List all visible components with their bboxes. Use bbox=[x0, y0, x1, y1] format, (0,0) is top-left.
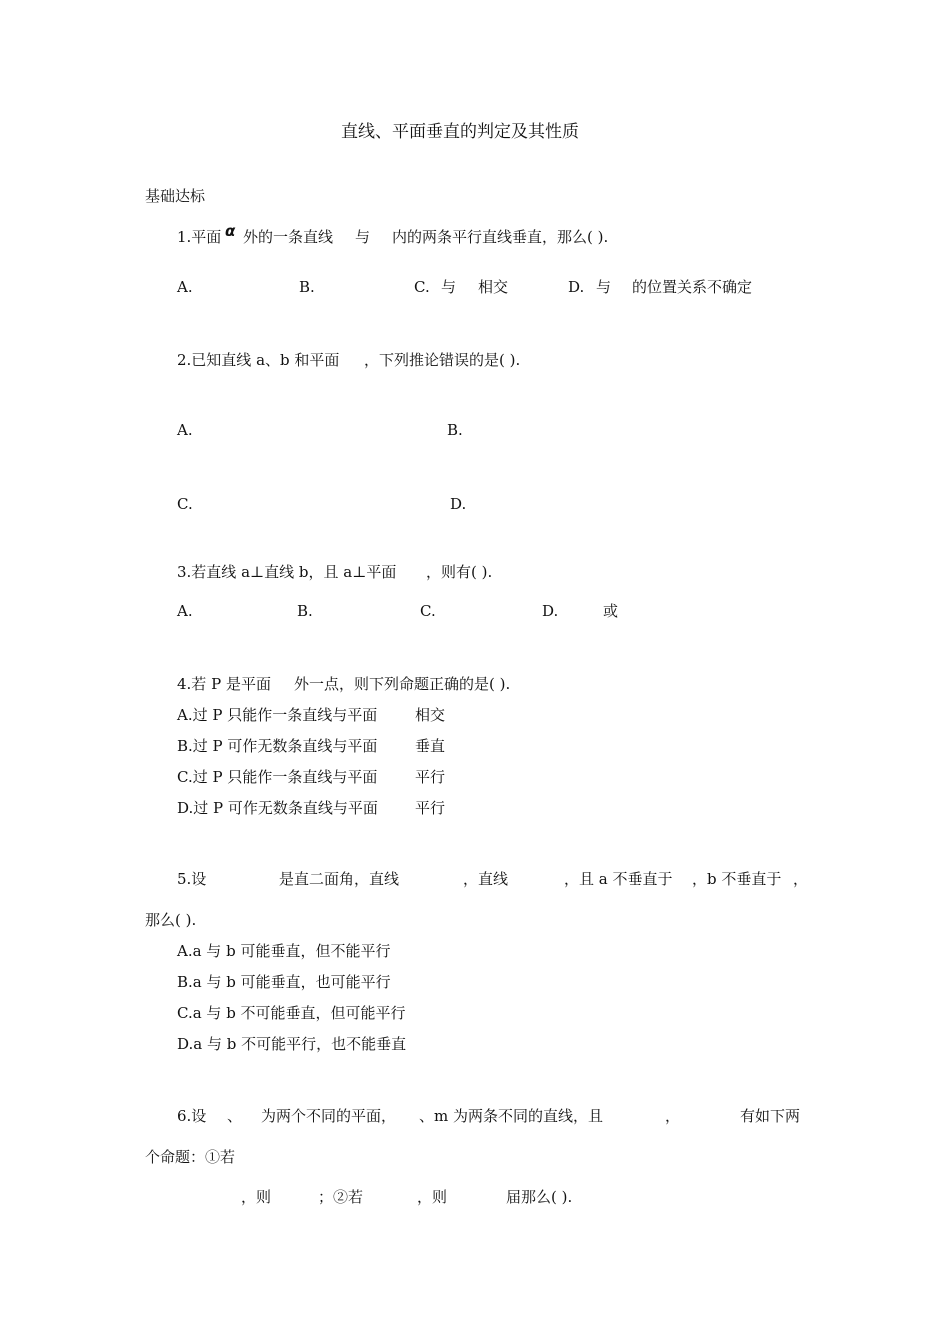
q1-option-c: C. bbox=[414, 278, 430, 296]
q6-stem-11: 届那么( ). bbox=[506, 1188, 573, 1206]
page-title: 直线、平面垂直的判定及其性质 bbox=[341, 122, 579, 142]
q1-option-a: A. bbox=[177, 278, 193, 296]
q1-option-b: B. bbox=[299, 278, 315, 296]
q6-stem-7: 个命题：①若 bbox=[145, 1148, 236, 1166]
q1-option-d: D. bbox=[568, 278, 585, 296]
q6-stem-2: 、 bbox=[227, 1107, 243, 1125]
q5-stem-3: ，直线 bbox=[463, 870, 509, 888]
q3-option-a: A. bbox=[177, 602, 193, 620]
q4-option-b-tail: 垂直 bbox=[415, 737, 446, 755]
q5-stem-4: ，且 a 不垂直于 bbox=[564, 870, 673, 888]
alpha-symbol-icon: α bbox=[225, 222, 236, 240]
q2-stem-b: ，下列推论错误的是( ). bbox=[364, 351, 521, 369]
q3-option-d: D. bbox=[542, 602, 559, 620]
q2-option-d: D. bbox=[450, 495, 467, 513]
section-heading: 基础达标 bbox=[145, 187, 206, 205]
q6-stem-3: 为两个不同的平面， bbox=[261, 1107, 397, 1125]
q3-stem-a: 3.若直线 a⊥直线 b，且 a⊥平面 bbox=[177, 563, 397, 581]
q4-stem-a: 4.若 P 是平面 bbox=[177, 675, 271, 693]
q4-option-d-tail: 平行 bbox=[415, 799, 446, 817]
q1-stem-b: 外的一条直线 bbox=[243, 228, 334, 246]
q1-option-c-text: 与 bbox=[441, 278, 457, 296]
q6-stem-5: ， bbox=[665, 1107, 681, 1125]
q6-stem-4: 、m 为两条不同的直线，且 bbox=[419, 1107, 603, 1125]
q1-option-d-text: 与 bbox=[596, 278, 612, 296]
q6-stem-8: ，则 bbox=[241, 1188, 272, 1206]
q3-option-c: C. bbox=[420, 602, 436, 620]
q6-stem-9: ；②若 bbox=[318, 1188, 364, 1206]
q5-option-d: D.a 与 b 不可能平行，也不能垂直 bbox=[177, 1035, 407, 1053]
q4-option-d: D.过 P 可作无数条直线与平面 bbox=[177, 799, 378, 817]
q3-stem-b: ，则有( ). bbox=[426, 563, 493, 581]
q6-stem-10: ，则 bbox=[417, 1188, 448, 1206]
q5-stem-7: 那么( ). bbox=[145, 911, 197, 929]
q4-option-c-tail: 平行 bbox=[415, 768, 446, 786]
q3-option-b: B. bbox=[297, 602, 313, 620]
q2-option-c: C. bbox=[177, 495, 193, 513]
q2-stem-a: 2.已知直线 a、b 和平面 bbox=[177, 351, 340, 369]
q1-stem-d: 内的两条平行直线垂直，那么( ). bbox=[392, 228, 609, 246]
q1-option-d-tail: 的位置关系不确定 bbox=[632, 278, 753, 296]
q5-option-b: B.a 与 b 可能垂直，也可能平行 bbox=[177, 973, 391, 991]
q1-stem-c: 与 bbox=[355, 228, 371, 246]
q5-option-a: A.a 与 b 可能垂直，但不能平行 bbox=[177, 942, 391, 960]
q5-option-c: C.a 与 b 不可能垂直，但可能平行 bbox=[177, 1004, 406, 1022]
q4-option-c: C.过 P 只能作一条直线与平面 bbox=[177, 768, 378, 786]
q5-stem-5: ，b 不垂直于 bbox=[692, 870, 782, 888]
q3-option-d-text: 或 bbox=[603, 602, 619, 620]
q5-stem-1: 5.设 bbox=[177, 870, 207, 888]
q1-stem-a: 1.平面 bbox=[177, 228, 222, 246]
q6-stem-6: 有如下两 bbox=[740, 1107, 801, 1125]
q4-stem-b: 外一点，则下列命题正确的是( ). bbox=[294, 675, 511, 693]
q1-option-c-tail: 相交 bbox=[478, 278, 509, 296]
q4-option-a: A.过 P 只能作一条直线与平面 bbox=[177, 706, 378, 724]
q6-stem-1: 6.设 bbox=[177, 1107, 207, 1125]
q5-stem-6: ， bbox=[793, 870, 809, 888]
q4-option-a-tail: 相交 bbox=[415, 706, 446, 724]
q2-option-a: A. bbox=[177, 421, 193, 439]
q4-option-b: B.过 P 可作无数条直线与平面 bbox=[177, 737, 378, 755]
q5-stem-2: 是直二面角，直线 bbox=[279, 870, 400, 888]
q2-option-b: B. bbox=[447, 421, 463, 439]
